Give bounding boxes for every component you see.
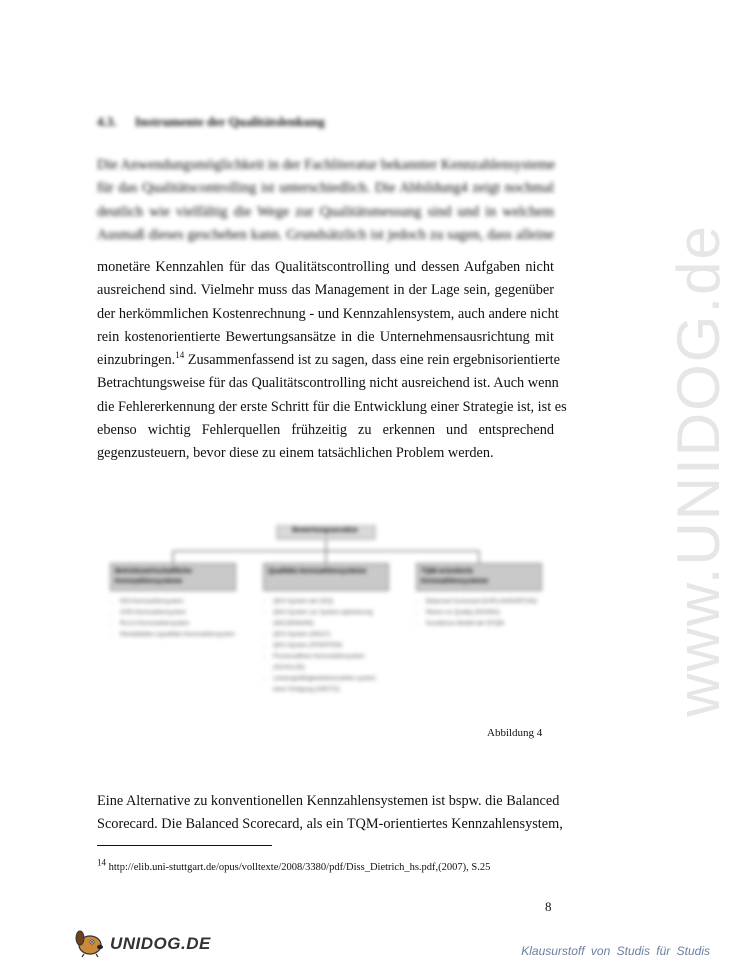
text-line: Betrachtungsweise für das Qualitätscontrolling nicht ausreichend ist. Auch wenn: [97, 375, 559, 392]
column-list: [110, 597, 236, 641]
watermark: [598, 223, 750, 717]
text-line: Die Anwendungsmöglichkeit in der Fachliteratur bekannter Kennzahlensysteme: [97, 157, 556, 173]
list-item: • Excellence-Modell der EFQM: [426, 619, 542, 630]
footnote-separator: [97, 845, 272, 846]
logo-text: UNIDOG.DE: [110, 934, 211, 953]
figure-caption: Abbildung 4: [487, 727, 543, 739]
paragraph-2: [97, 256, 567, 466]
text-line: Ausmaß dieses geschehen kann. Grundsätzlich ist jedoch zu sagen, dass alleine: [97, 226, 554, 243]
footnote-number: 14: [97, 857, 106, 868]
text-line: Eine Alternative zu konventionellen Kennzahlensystemen ist bspw. die Balanced: [97, 793, 560, 809]
footnote-text: http://elib.uni-stuttgart.de/opus/volltexte/2008/3380/pdf/Diss_Dietrich_hs.pdf,(2007), S.25: [106, 862, 491, 873]
text-line: Scorecard. Die Balanced Scorecard, als ein TQM-orientiertes Kennzahlensystem,: [97, 816, 563, 833]
dog-icon: [70, 928, 110, 958]
list-item: • ROI-Kennzahlensystem: [120, 597, 236, 608]
list-item: • ZVEI-Kennzahlensystem: [120, 608, 236, 619]
watermark-text: www.UNIDOG.de: [664, 223, 732, 717]
diagram-root-label: Bewertungsansätze: [292, 527, 358, 534]
diagram-column: [110, 563, 236, 641]
footnote: [97, 857, 491, 873]
list-item: • QKS-System (WOLF): [273, 630, 389, 641]
text-line: ebenso wichtig Fehlerquellen frühzeitig zu erkennen und entsprechend: [97, 422, 554, 439]
list-item: • Prozessaffines Kennzahlensystem (SCHULZE): [273, 652, 389, 674]
text-line: deutlich wie vielfältig die Wege zur Qualitätsmessung sind und in welchem: [97, 203, 554, 220]
list-item: • RL/LS-Kennzahlensystem: [120, 619, 236, 630]
list-item: • Return on Quality (RAHNG): [426, 608, 542, 619]
text-line: für das Qualitätscontrolling ist unterschiedlich. Die Abbildung4 zeigt nochmal: [97, 180, 554, 197]
section-heading: [97, 114, 325, 130]
list-item: • QKS-System der DGQ: [273, 597, 389, 608]
section-number: 4.3.: [97, 114, 117, 129]
column-title: TQM-orientierte Kennzahlensysteme: [416, 563, 542, 591]
text-line: die Fehlererkennung der erste Schritt für die Entwicklung einer Strategie ist, ist es: [97, 398, 567, 415]
column-list: [416, 597, 542, 630]
diagram-column: [416, 563, 542, 630]
page-number: 8: [545, 899, 552, 914]
column-title: Betriebswirtschaftliche Kennzahlensysteme: [110, 563, 236, 591]
text-segment: Zusammenfassend ist zu sagen, dass eine rein ergebnisorientierte: [184, 352, 560, 369]
footer-slogan: Klausurstoff von Studis für Studis: [521, 944, 710, 958]
column-title: Qualitäts-kennzahlensysteme: [263, 563, 389, 591]
list-item: • QKS-System zur System-optimierung (WILDEMANN): [273, 608, 389, 630]
text-line: ausreichend sind. Vielmehr muss das Management in der Lage sein, gegenüber: [97, 282, 554, 299]
paragraph-1-blurred: [97, 154, 554, 247]
unidog-logo[interactable]: [70, 928, 211, 958]
list-item: • QKS-System (PFEIFFER): [273, 641, 389, 652]
list-item: • Leistungsfähigkeitskennzahlen-system einer Fertigung (GRÜTZ): [273, 674, 389, 696]
text-line: der herkömmlichen Kostenrechnung - und Kennzahlensystem, auch andere nicht: [97, 305, 559, 322]
list-item: • Rentabilitäts-Liquiditäts-Kennzahlensystem: [120, 630, 236, 641]
text-line: rein kostenorientierte Bewertungsansätze in die Unternehmensausrichtung mit: [97, 328, 554, 345]
text-segment: einzubringen.: [97, 352, 176, 369]
section-title: Instrumente der Qualitätslenkung: [135, 114, 325, 129]
footnote-reference: 14: [175, 350, 185, 361]
list-item: • Balanced Scorecard (KAPLAN/NORTON): [426, 597, 542, 608]
text-line: [97, 349, 560, 372]
text-line: gegenzusteuern, bevor diese zu einem tatsächlichen Problem werden.: [97, 445, 494, 462]
paragraph-3: [97, 790, 563, 837]
column-list: [263, 597, 389, 696]
figure-diagram: [105, 525, 547, 720]
diagram-column: [263, 563, 389, 696]
text-line: monetäre Kennzahlen für das Qualitätscontrolling und dessen Aufgaben nicht: [97, 259, 554, 275]
